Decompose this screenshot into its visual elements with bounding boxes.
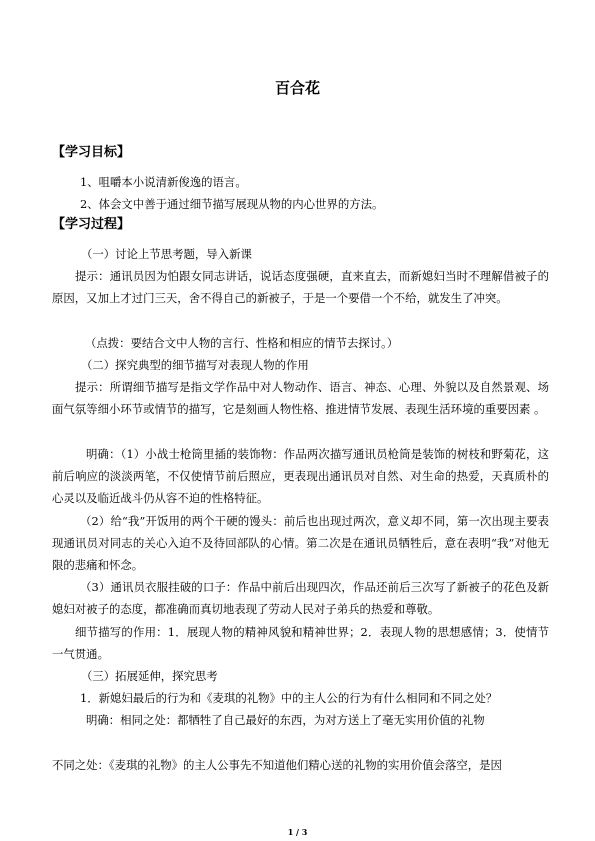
paragraph: 不同之处：《麦琪的礼物》的主人公事先不知道他们精心送的礼物的实用价值会落空，是因 [52, 758, 502, 772]
document-title: 百合花 [274, 79, 320, 97]
paragraph: （一）讨论上节思考题，导入新课 [81, 247, 252, 261]
paragraph: 1．新媳妇最后的行为和《麦琪的礼物》中的主人公的行为有什么相同和不同之处？ [80, 691, 498, 705]
paragraph: 1、咀嚼本小说清新俊逸的语言。 [80, 175, 247, 189]
paragraph: 2、体会文中善于通过细节描写展现从物的内心世界的方法。 [80, 197, 384, 211]
paragraph: 明确：（1）小战士枪筒里插的装饰物：作品两次描写通讯员枪筒是装饰的树枝和野菊花，这前后响应的淡淡两笔，不仅使情节前后照应，更表现出通讯员对自然、对生命的热爱，天真质朴的心灵以及临近战斗仍从容不迫的性格特征。 [52, 447, 549, 506]
section-heading-learning-goals: 【学习目标】 [52, 145, 131, 160]
section-heading-learning-process: 【学习过程】 [52, 217, 131, 232]
paragraph: 提示：所谓细节描写是指文学作品中对人物动作、语言、神态、心理、外貌以及自然景观、场面气氛等细小环节或情节的描写，它是刻画人物性格、推进情节发展、表现生活环境的重要因素 。 [52, 380, 549, 417]
page-number: 1 / 3 [287, 827, 308, 837]
paragraph: （二）探究典型的细节描写对表现人物的作用 [81, 358, 309, 372]
paragraph: 提示：通讯员因为怕跟女同志讲话，说话态度强硬，直来直去，而新媳妇当时不理解借被子的原因，又加上才过门三天，舍不得自己的新被子，于是一个要借一个不给，就发生了冲突。 [52, 269, 549, 306]
paragraph: 细节描写的作用：1．展现人物的精神风貌和精神世界；2．表现人物的思想感情；3．使情节一气贯通。 [52, 625, 549, 662]
paragraph: （点拨：要结合文中人物的言行、性格和相应的情节去探讨。） [85, 336, 399, 350]
paragraph: （2）给“我”开饭用的两个干硬的馒头：前后也出现过两次，意义却不同，第一次出现主要表现通讯员对同志的关心入迫不及待回部队的心情。第二次是在通讯员牺牲后，意在表明“我”对他无限的悲痛和怀念。 [52, 514, 549, 573]
paragraph: （三）拓展延伸，探究思考 [81, 669, 218, 683]
paragraph: （3）通讯员衣服挂破的口子：作品中前后出现四次，作品还前后三次写了新被子的花色及新媳妇对被子的态度，都准确而真切地表现了劳动人民对子弟兵的热爱和尊敬。 [52, 580, 549, 617]
paragraph: 明确：相同之处：都牺牲了自己最好的东西，为对方送上了毫无实用价值的礼物 [86, 713, 485, 727]
